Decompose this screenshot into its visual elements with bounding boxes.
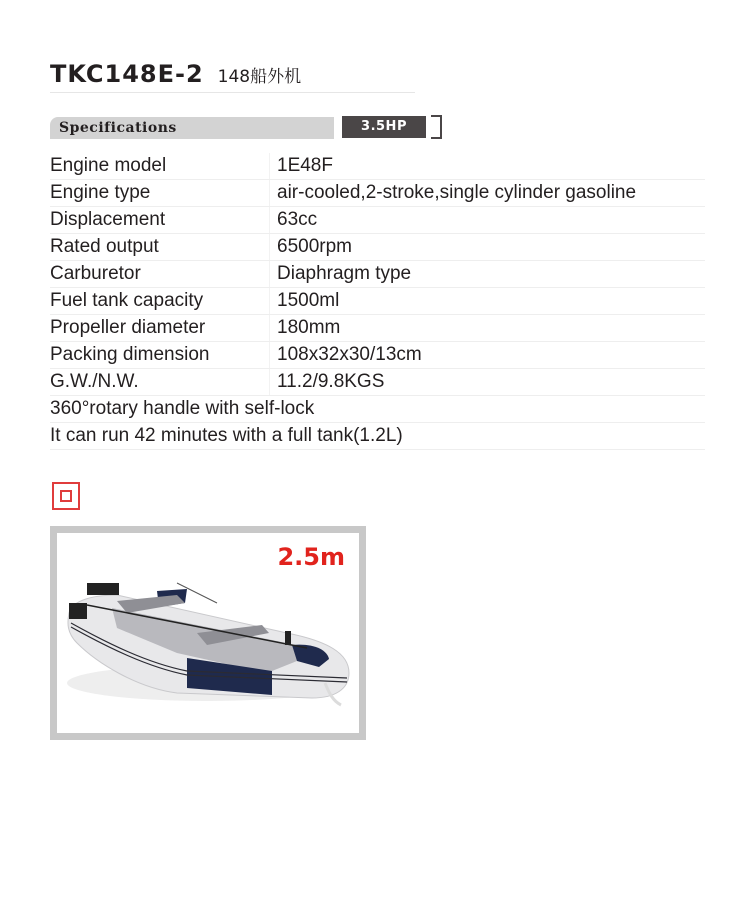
spec-value: 1500ml	[277, 290, 340, 311]
spec-row-displacement	[50, 207, 705, 234]
boat-length-label: 2.5m	[277, 543, 345, 571]
spec-label: Engine type	[50, 180, 270, 206]
spec-note: 360°rotary handle with self-lock	[50, 398, 315, 419]
spec-row-carburetor	[50, 261, 705, 288]
spec-value: air-cooled,2-stroke,single cylinder gasoline	[277, 182, 637, 203]
square-frame-icon	[52, 482, 80, 510]
title-row	[50, 60, 301, 88]
spec-row-propeller	[50, 315, 705, 342]
spec-row-packing	[50, 342, 705, 369]
spec-note-row	[50, 396, 705, 423]
spec-value: Diaphragm type	[277, 263, 412, 284]
specifications-label: Specifications	[59, 120, 177, 136]
spec-value: 6500rpm	[277, 236, 352, 257]
spec-value: 108x32x30/13cm	[277, 344, 422, 365]
boat-photo	[57, 533, 359, 733]
spec-label: Propeller diameter	[50, 315, 270, 341]
model-title: TKC148E-2	[50, 60, 204, 88]
model-subtitle: 148船外机	[217, 67, 302, 87]
spec-label: Rated output	[50, 234, 270, 260]
spec-row-weight	[50, 369, 705, 396]
spec-value: 11.2/9.8KGS	[277, 371, 385, 392]
spec-label: Packing dimension	[50, 342, 270, 368]
power-badge: 3.5HP	[342, 116, 426, 138]
specifications-header	[50, 117, 334, 139]
spec-value: 63cc	[277, 209, 318, 230]
spec-label: Displacement	[50, 207, 270, 233]
spec-note: It can run 42 minutes with a full tank(1.2L)	[50, 425, 403, 446]
square-frame-inner	[60, 490, 72, 502]
spec-row-engine-model	[50, 153, 705, 180]
spec-label: Fuel tank capacity	[50, 288, 270, 314]
spec-label: G.W./N.W.	[50, 369, 270, 395]
title-divider	[50, 92, 415, 93]
boat-photo-frame	[50, 526, 366, 740]
bracket-icon	[431, 115, 442, 139]
spec-value: 180mm	[277, 317, 341, 338]
spec-row-fuel-tank	[50, 288, 705, 315]
spec-table	[50, 153, 705, 450]
spec-value: 1E48F	[277, 155, 333, 176]
spec-label: Engine model	[50, 153, 270, 179]
spec-row-engine-type	[50, 180, 705, 207]
spec-row-rated-output	[50, 234, 705, 261]
spec-label: Carburetor	[50, 261, 270, 287]
spec-note-row	[50, 423, 705, 450]
